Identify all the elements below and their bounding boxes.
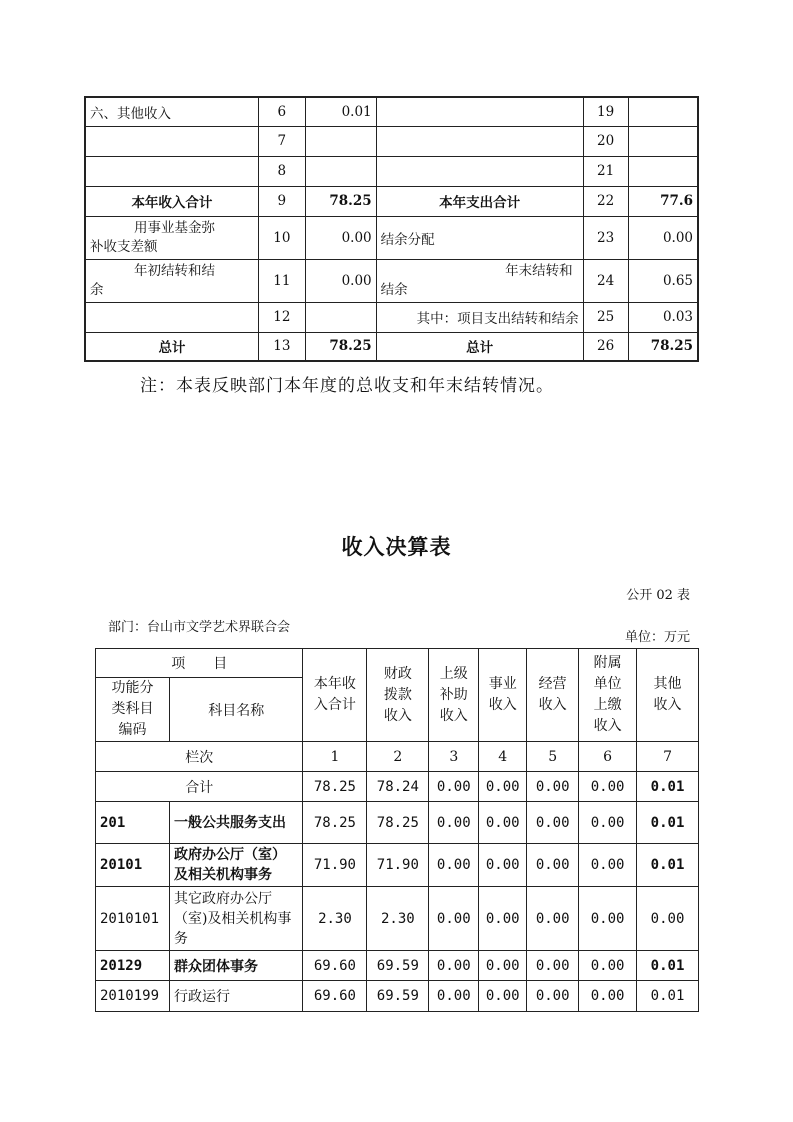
- table-row: [85, 332, 698, 361]
- row-out-item: 其中：项目支出结转和结余: [376, 302, 583, 332]
- cell-value: 0.01: [637, 844, 699, 887]
- row-number: 7: [258, 126, 305, 156]
- cell-value: 0.00: [429, 951, 479, 981]
- row-name: 行政运行: [169, 981, 303, 1012]
- row-out-number: 19: [583, 97, 628, 126]
- row-out-number: 20: [583, 126, 628, 156]
- header-row: [96, 649, 699, 678]
- table-number: 公开 02 表: [626, 588, 690, 603]
- row-number: 10: [258, 216, 305, 259]
- cell-value: 2.30: [367, 887, 429, 951]
- table-row: [85, 259, 698, 302]
- cell-value: 0.00: [479, 844, 527, 887]
- table-row: [85, 216, 698, 259]
- cell-value: 71.90: [367, 844, 429, 887]
- row-amount: [305, 156, 376, 186]
- row-label: 栏次: [96, 742, 303, 772]
- row-out-number: 24: [583, 259, 628, 302]
- col-number: 2: [367, 742, 429, 772]
- row-out-amount: 78.25: [628, 332, 698, 361]
- header-code: [96, 678, 170, 742]
- cell-value: 0.00: [479, 887, 527, 951]
- row-out-number: 23: [583, 216, 628, 259]
- cell-value: 0.00: [429, 772, 479, 802]
- row-item: [85, 216, 258, 259]
- row-out-item: [376, 259, 583, 302]
- table-row: [85, 186, 698, 216]
- cell-value: 0.00: [527, 772, 579, 802]
- cell-value: 2.30: [303, 887, 367, 951]
- row-name: 其它政府办公厅（室)及相关机构事务: [169, 887, 303, 951]
- cell-value: 0.01: [637, 772, 699, 802]
- col-number: 5: [527, 742, 579, 772]
- cell-value: 0.00: [479, 772, 527, 802]
- row-out-amount: 0.03: [628, 302, 698, 332]
- table-row: [85, 302, 698, 332]
- cell-value: 78.25: [303, 802, 367, 844]
- cell-value: 0.01: [637, 981, 699, 1012]
- header-col-text: 上级补助收入: [439, 665, 468, 724]
- cell-value: 0.00: [429, 981, 479, 1012]
- header-col-text: 经营收入: [538, 676, 567, 713]
- row-number: 12: [258, 302, 305, 332]
- total-row: [96, 772, 699, 802]
- row-number: 6: [258, 97, 305, 126]
- total-label: 合计: [96, 772, 303, 802]
- row-item-line: 年初结转和结: [134, 262, 215, 279]
- col-number: 7: [637, 742, 699, 772]
- cell-value: 0.00: [479, 951, 527, 981]
- row-out-item: 总计: [376, 332, 583, 361]
- table-row: [96, 887, 699, 951]
- header-col-text: 附属单位上缴收入: [593, 655, 622, 734]
- row-out-item: [376, 156, 583, 186]
- table-row: [96, 981, 699, 1012]
- cell-value: 0.00: [479, 981, 527, 1012]
- row-amount: [305, 126, 376, 156]
- income-expense-summary-table: [84, 96, 699, 362]
- cell-value: 0.00: [429, 844, 479, 887]
- row-number: 13: [258, 332, 305, 361]
- cell-value: 0.00: [579, 772, 637, 802]
- row-out-amount: [628, 156, 698, 186]
- row-number: 9: [258, 186, 305, 216]
- cell-value: 0.00: [429, 802, 479, 844]
- cell-value: 0.00: [579, 981, 637, 1012]
- row-item: 本年收入合计: [85, 186, 258, 216]
- row-item: [85, 126, 258, 156]
- cell-value: 78.24: [367, 772, 429, 802]
- header-col-1: [303, 649, 367, 742]
- row-out-number: 22: [583, 186, 628, 216]
- cell-value: 0.00: [527, 951, 579, 981]
- cell-value: 0.00: [579, 887, 637, 951]
- table-row: [85, 156, 698, 186]
- row-out-amount: [628, 126, 698, 156]
- table-row: [85, 126, 698, 156]
- page-title: 收入决算表: [341, 535, 452, 559]
- row-amount: 0.00: [305, 216, 376, 259]
- header-col-text: 财政拨款收入: [383, 665, 412, 724]
- table-row: [96, 951, 699, 981]
- row-out-item-line: 结余: [380, 281, 408, 298]
- row-out-item: [376, 126, 583, 156]
- cell-value: 69.60: [303, 951, 367, 981]
- row-out-number: 26: [583, 332, 628, 361]
- row-item-line: 余: [90, 281, 104, 298]
- row-out-number: 21: [583, 156, 628, 186]
- row-code: 20101: [96, 844, 170, 887]
- cell-value: 69.60: [303, 981, 367, 1012]
- cell-value: 0.00: [527, 802, 579, 844]
- cell-value: 0.00: [527, 887, 579, 951]
- header-col-7: [637, 649, 699, 742]
- table-row: [96, 844, 699, 887]
- row-code: 2010199: [96, 981, 170, 1012]
- header-col-text: 事业收入: [488, 676, 517, 713]
- cell-value: 78.25: [303, 772, 367, 802]
- department-label: 部门：台山市文学艺术界联合会: [108, 620, 291, 635]
- unit-label: 单位：万元: [624, 630, 690, 645]
- row-item: [85, 302, 258, 332]
- row-code: 20129: [96, 951, 170, 981]
- cell-value: 0.00: [579, 844, 637, 887]
- header-col-text: 本年收入合计: [313, 676, 356, 713]
- row-item: [85, 259, 258, 302]
- table-note: 注：本表反映部门本年度的总收支和年末结转情况。: [140, 376, 554, 396]
- row-item: 总计: [85, 332, 258, 361]
- cell-value: 69.59: [367, 951, 429, 981]
- row-out-amount: [628, 97, 698, 126]
- row-code: 2010101: [96, 887, 170, 951]
- row-name: 政府办公厅（室）及相关机构事务: [169, 844, 303, 887]
- cell-value: 78.25: [367, 802, 429, 844]
- header-col-6: [579, 649, 637, 742]
- header-col-5: [527, 649, 579, 742]
- header-col-3: [429, 649, 479, 742]
- col-number: 3: [429, 742, 479, 772]
- row-amount: [305, 302, 376, 332]
- row-out-amount: 0.00: [628, 216, 698, 259]
- col-number: 6: [579, 742, 637, 772]
- column-number-row: [96, 742, 699, 772]
- header-code-text: 功能分类科目编码: [111, 680, 154, 738]
- header-col-2: [367, 649, 429, 742]
- table-row: [96, 802, 699, 844]
- header-col-text: 其他收入: [653, 676, 682, 713]
- row-out-item: 结余分配: [376, 216, 583, 259]
- row-item-line: 补收支差额: [90, 238, 158, 255]
- row-out-item: 本年支出合计: [376, 186, 583, 216]
- row-amount: 78.25: [305, 186, 376, 216]
- header-col-4: [479, 649, 527, 742]
- cell-value: 0.00: [579, 802, 637, 844]
- header-project: 项 目: [96, 649, 303, 678]
- row-out-number: 25: [583, 302, 628, 332]
- cell-value: 0.00: [527, 844, 579, 887]
- row-item-line: 用事业基金弥: [134, 219, 215, 236]
- header-name: 科目名称: [169, 678, 303, 742]
- col-number: 1: [303, 742, 367, 772]
- row-number: 11: [258, 259, 305, 302]
- cell-value: 71.90: [303, 844, 367, 887]
- cell-value: 69.59: [367, 981, 429, 1012]
- cell-value: 0.00: [429, 887, 479, 951]
- cell-value: 0.00: [637, 887, 699, 951]
- row-name: 群众团体事务: [169, 951, 303, 981]
- row-item: [85, 156, 258, 186]
- cell-value: 0.00: [479, 802, 527, 844]
- row-out-item-line: 年末结转和: [505, 262, 573, 279]
- row-number: 8: [258, 156, 305, 186]
- row-code: 201: [96, 802, 170, 844]
- row-amount: 0.01: [305, 97, 376, 126]
- row-amount: 0.00: [305, 259, 376, 302]
- row-item: 六、其他收入: [85, 97, 258, 126]
- row-out-amount: 0.65: [628, 259, 698, 302]
- row-out-amount: 77.6: [628, 186, 698, 216]
- row-amount: 78.25: [305, 332, 376, 361]
- col-number: 4: [479, 742, 527, 772]
- cell-value: 0.01: [637, 802, 699, 844]
- income-statement-table: [95, 648, 699, 1012]
- cell-value: 0.01: [637, 951, 699, 981]
- cell-value: 0.00: [579, 951, 637, 981]
- cell-value: 0.00: [527, 981, 579, 1012]
- row-out-item: [376, 97, 583, 126]
- table-row: [85, 97, 698, 126]
- row-name: 一般公共服务支出: [169, 802, 303, 844]
